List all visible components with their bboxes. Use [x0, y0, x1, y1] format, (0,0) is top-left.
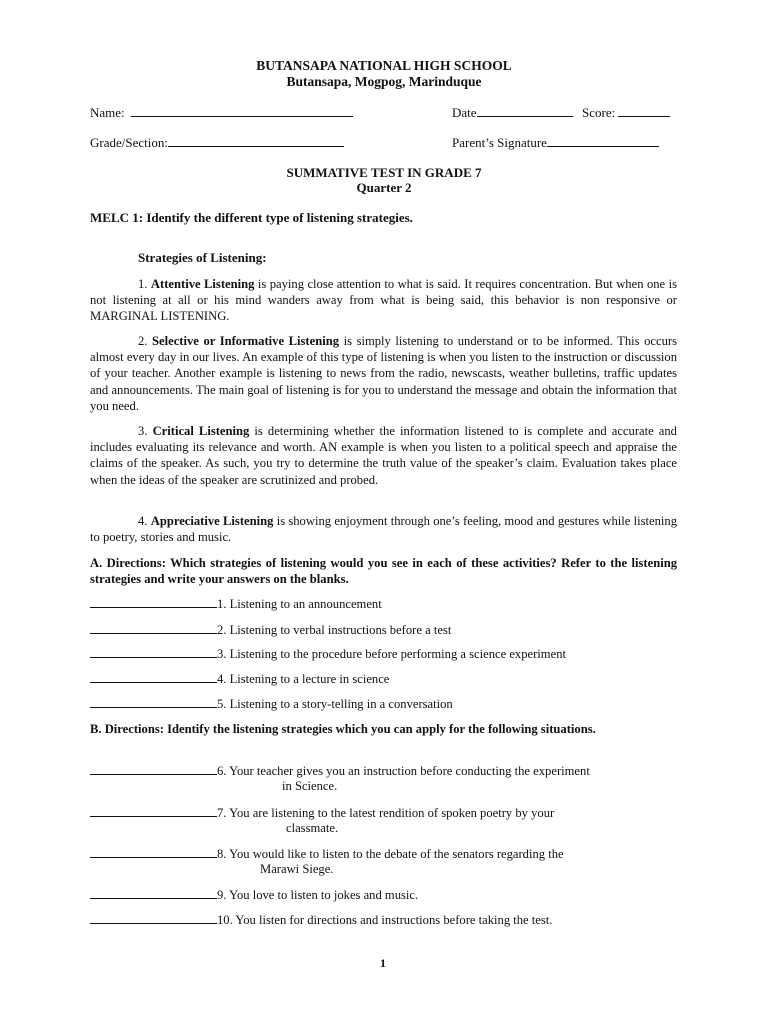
section-b-item-6: 6. Your teacher gives you an instruction before conducting the experiment	[90, 763, 590, 779]
parent-signature-label: Parent’s Signature	[452, 135, 547, 150]
section-a-item-5: 5. Listening to a story-telling in a conversation	[90, 696, 453, 712]
strategy-paragraph-4: 4. Appreciative Listening is showing enjoyment through one’s feeling, mood and gestures while listening to poetry, stories and music.	[90, 514, 678, 545]
strategies-heading: Strategies of Listening:	[138, 250, 267, 265]
section-a-item-2: 2. Listening to verbal instructions before a test	[90, 622, 451, 638]
section-b-directions: B. Directions: Identify the listening strategies which you can apply for the following situations.	[90, 722, 596, 736]
name-blank[interactable]	[131, 106, 353, 117]
date-blank[interactable]	[477, 106, 573, 117]
strategy-term-3: Critical Listening	[152, 424, 250, 438]
answer-blank-2[interactable]	[90, 623, 217, 634]
name-field[interactable]	[90, 105, 353, 121]
answer-blank-3[interactable]	[90, 647, 217, 658]
page-number: 1	[380, 956, 386, 970]
school-address: Butansapa, Mogpog, Marinduque	[286, 74, 482, 89]
parent-signature-blank[interactable]	[547, 136, 659, 147]
grade-section-label: Grade/Section:	[90, 135, 168, 150]
section-b-item-9: 9. You love to listen to jokes and music.	[90, 887, 418, 903]
strategy-paragraph-1: 1. Attentive Listening is paying close attention to what is said. It requires concentration. But when one is not listening at all or his mind wanders away from what is being said, this behavior is non responsive or MARGINAL LISTENING.	[90, 277, 677, 324]
grade-section-field[interactable]	[90, 135, 344, 151]
score-label: Score:	[582, 105, 616, 120]
section-b-item-7: 7. You are listening to the latest rendition of spoken poetry by your	[90, 805, 554, 821]
answer-blank-4[interactable]	[90, 672, 217, 683]
date-field[interactable]	[452, 105, 573, 121]
school-name: BUTANSAPA NATIONAL HIGH SCHOOL	[256, 58, 512, 73]
section-a-item-4: 4. Listening to a lecture in science	[90, 671, 389, 687]
date-label: Date	[452, 105, 477, 120]
section-b-item-10: 10. You listen for directions and instructions before taking the test.	[90, 912, 552, 928]
section-b-item-6-continuation: in Science.	[282, 779, 338, 793]
melc-objective: MELC 1: Identify the different type of listening strategies.	[90, 210, 413, 225]
strategy-term-4: Appreciative Listening	[150, 514, 274, 528]
answer-blank-5[interactable]	[90, 697, 217, 708]
answer-blank-9[interactable]	[90, 888, 217, 899]
section-a-item-1: 1. Listening to an announcement	[90, 596, 382, 612]
answer-blank-8[interactable]	[90, 847, 217, 858]
section-b-item-8: 8. You would like to listen to the debate of the senators regarding the	[90, 846, 564, 862]
answer-blank-10[interactable]	[90, 913, 217, 924]
parent-signature-field[interactable]	[452, 135, 659, 151]
section-b-item-8-continuation: Marawi Siege.	[260, 862, 334, 876]
grade-section-blank[interactable]	[168, 136, 344, 147]
strategy-paragraph-3: 3. Critical Listening is determining whether the information listened to is complete and accurate and includes evaluating its relevance and worth. AN example is when you listen to a political speech and appraise the claims of the speaker. As such, you try to determine the truth value of the speaker’s claim. Evaluation takes place when the ideas of the speaker are scrutinized and probed.	[90, 424, 677, 487]
section-a-directions: A. Directions: Which strategies of listening would you see in each of these activities? Refer to the listening strategies and write your answers on the blanks.	[90, 556, 677, 587]
section-a-item-3: 3. Listening to the procedure before performing a science experiment	[90, 646, 566, 662]
strategy-term-1: Attentive Listening	[150, 277, 255, 291]
strategy-term-2: Selective or Informative Listening	[152, 334, 340, 348]
answer-blank-7[interactable]	[90, 806, 217, 817]
score-blank[interactable]	[618, 106, 670, 117]
answer-blank-1[interactable]	[90, 597, 217, 608]
strategy-paragraph-2: 2. Selective or Informative Listening is simply listening to understand or to be informed. This occurs almost every day in our lives. An example of this type of listening is when you listen to the instruction or discussion of your teacher. Another example is listening to news from the radio, newscasts, weather bulletins, traffic updates and announcements. The main goal of listening is for you to understand the message and obtain the information that you need.	[90, 334, 677, 413]
name-label: Name:	[90, 105, 125, 120]
section-b-item-7-continuation: classmate.	[286, 821, 339, 835]
test-title: SUMMATIVE TEST IN GRADE 7	[286, 165, 482, 180]
score-field[interactable]	[582, 105, 670, 121]
answer-blank-6[interactable]	[90, 764, 217, 775]
quarter-label: Quarter 2	[356, 180, 412, 195]
